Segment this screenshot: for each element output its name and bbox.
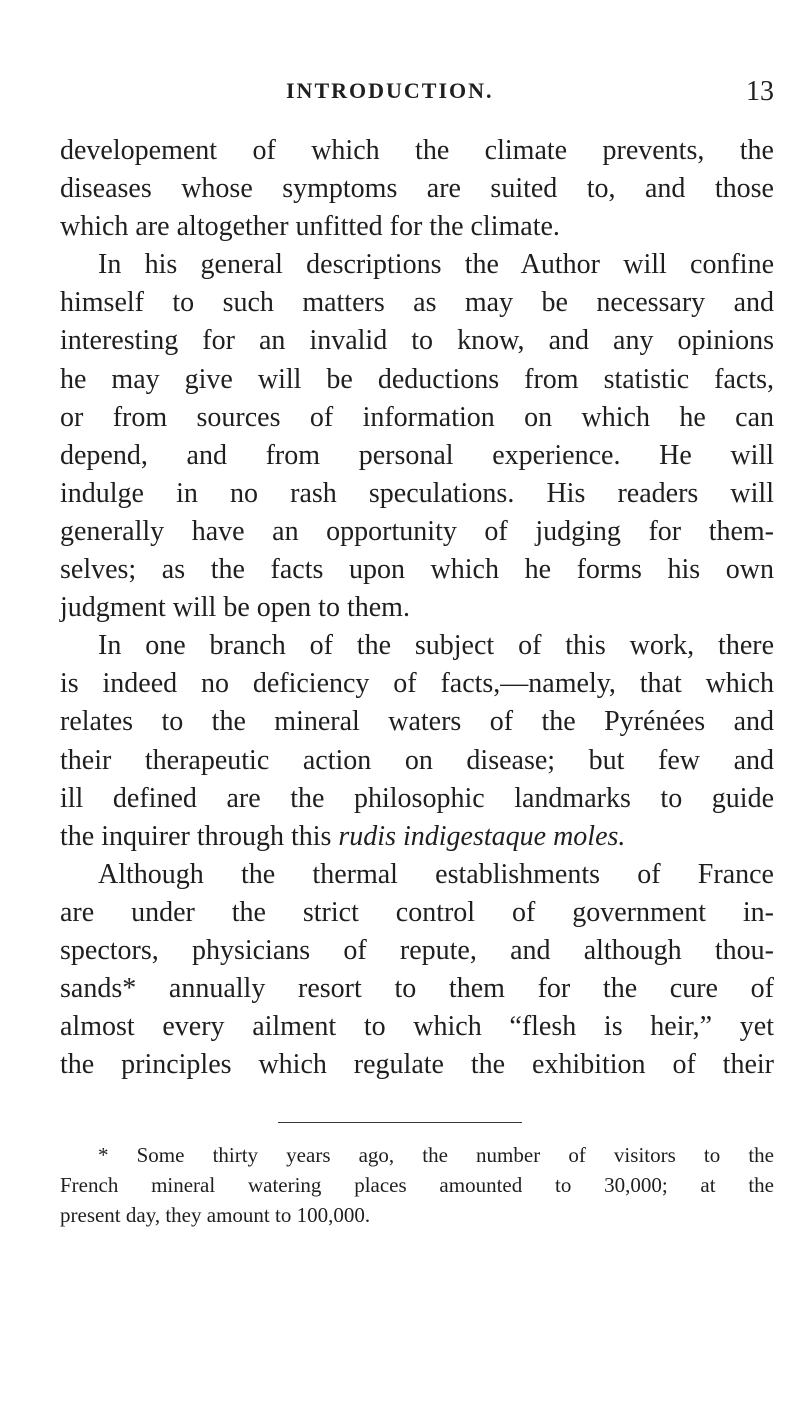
footnote-line: present day, they amount to 100,000. <box>60 1203 371 1227</box>
text-line: almost every ailment to which “flesh is heir,” yet <box>60 1011 774 1043</box>
text-line: he may give will be deductions from statistic facts, <box>60 363 774 395</box>
text-line: diseases whose symptoms are suited to, and those <box>60 173 774 205</box>
text-line: the principles which regulate the exhibition of their <box>60 1049 774 1081</box>
text-line: sands* annually resort to them for the cure of <box>60 973 774 1005</box>
text-line: In his general descriptions the Author will confine <box>98 249 774 281</box>
text-line: himself to such matters as may be necessary and <box>60 287 774 319</box>
text-line: generally have an opportunity of judging for them- <box>60 515 774 547</box>
page-header <box>60 78 774 118</box>
text-line: interesting for an invalid to know, and any opinions <box>60 325 774 357</box>
text-line: indulge in no rash speculations. His readers will <box>60 477 774 509</box>
text-line: their therapeutic action on disease; but few and <box>60 744 774 776</box>
footnote-line: * Some thirty years ago, the number of visitors to the <box>98 1143 774 1167</box>
text-line: selves; as the facts upon which he forms his own <box>60 554 774 586</box>
text-line: judgment will be open to them. <box>60 592 410 624</box>
footnote-divider <box>278 1122 522 1123</box>
text-line: spectors, physicians of repute, and although thou- <box>60 934 774 966</box>
text-line: developement of which the climate prevents, the <box>60 135 774 166</box>
text-line: which are altogether unfitted for the climate. <box>60 211 560 243</box>
italic-latin-phrase: rudis indigestaque moles. <box>338 820 626 852</box>
text-line: are under the strict control of government in- <box>60 896 774 928</box>
text-line: Although the thermal establishments of France <box>98 858 774 890</box>
text-line-start: the inquirer through this <box>60 820 332 852</box>
page-number: 13 <box>746 76 774 107</box>
text-line: or from sources of information on which he can <box>60 401 774 433</box>
footnote <box>60 1140 774 1230</box>
text-line: depend, and from personal experience. He will <box>60 439 774 471</box>
text-line: relates to the mineral waters of the Pyrénées and <box>60 706 774 738</box>
body-text <box>60 132 774 1084</box>
text-line: is indeed no deficiency of facts,—namely, that which <box>60 668 774 700</box>
running-title: INTRODUCTION. <box>286 78 494 103</box>
text-line: In one branch of the subject of this work, there <box>98 630 774 662</box>
footnote-line: French mineral watering places amounted to 30,000; at the <box>60 1173 774 1197</box>
text-line: ill defined are the philosophic landmarks to guide <box>60 782 774 814</box>
text-line-with-italic <box>60 818 774 856</box>
